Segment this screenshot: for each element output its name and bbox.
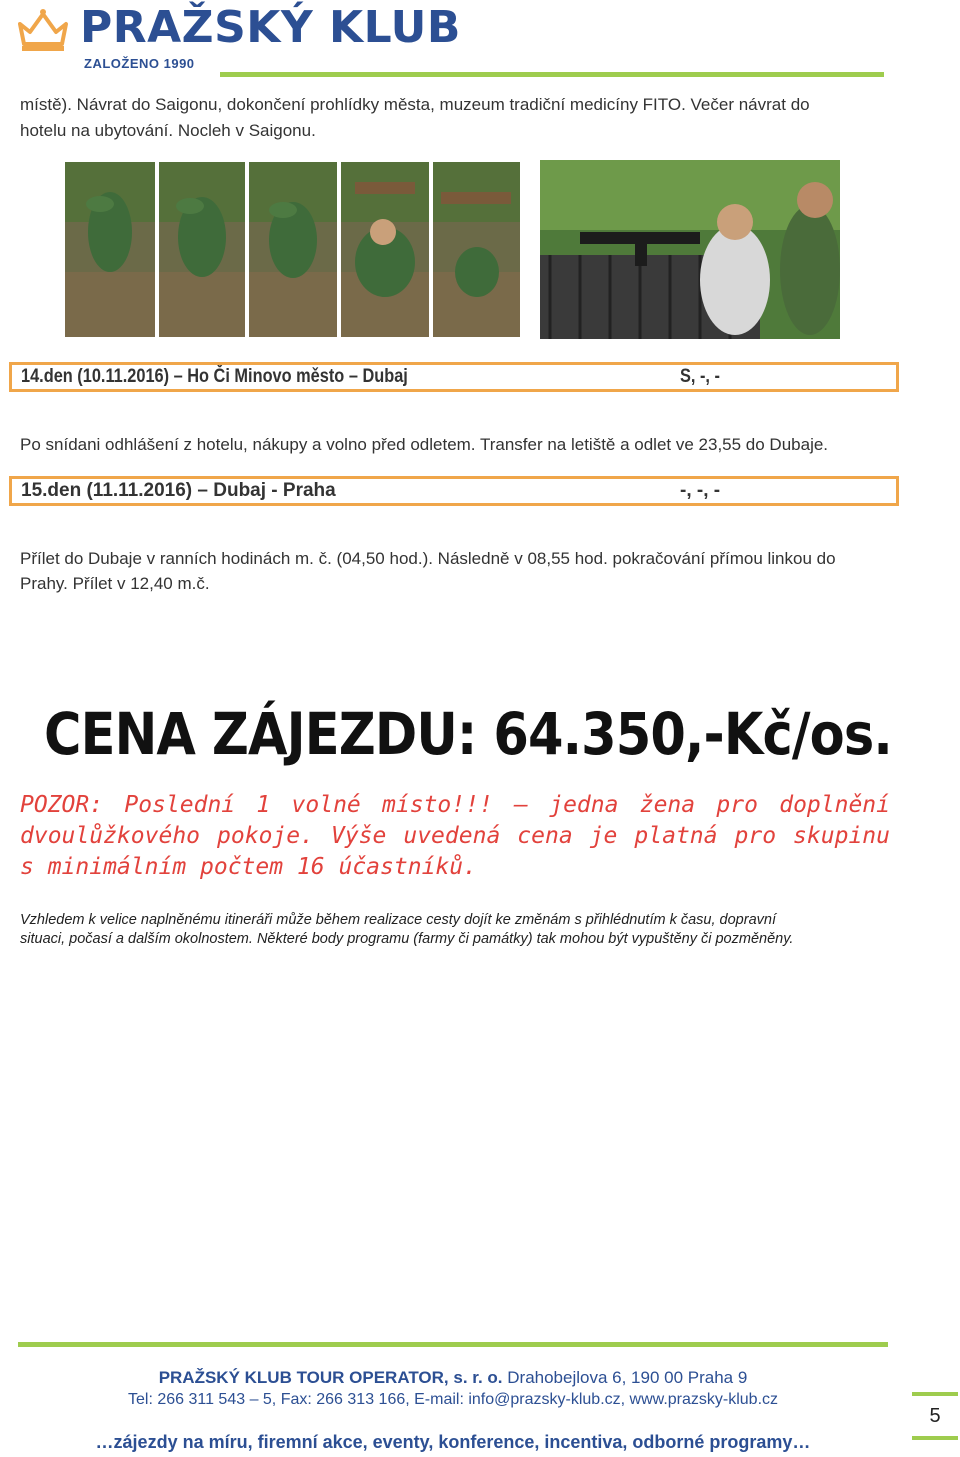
disclaimer-line-1: Vzhledem k velice naplněnému itineráři může během realizace cesty dojít ke změnám s přihlédnutím k času, dopravní: [20, 912, 776, 928]
day-meals: -, -, -: [680, 480, 721, 501]
day-14-description: Po snídani odhlášení z hotelu, nákupy a volno před odletem. Transfer na letiště a odlet ve 23,55 do Dubaje.: [20, 435, 829, 454]
footer-contact: Tel: 266 311 543 – 5, Fax: 266 313 166, E-mail: info@prazsky-klub.cz, www.prazsky-klub.cz: [127, 1391, 779, 1408]
footer-divider: [18, 1342, 888, 1347]
intro-line-2: hotelu na ubytování. Nocleh v Saigonu.: [20, 121, 316, 140]
day-title: 14.den (10.11.2016) – Ho Či Minovo město – Dubaj: [21, 366, 408, 387]
photo-cu-chi-tunnels: [65, 162, 520, 337]
footer-company: PRAŽSKÝ KLUB TOUR OPERATOR, s. r. o.: [158, 1368, 503, 1387]
footer-address: Drahobejlova 6, 190 00 Praha 9: [507, 1368, 748, 1387]
page-number: 5: [929, 1405, 941, 1427]
disclaimer-line-2: situaci, počasí a dalším okolnostem. Některé body programu (farmy či památky) tak mohou být vypuštěny či pozměněny.: [20, 931, 794, 947]
footer-company-line: [0, 1368, 906, 1388]
logo-crown-icon: [16, 6, 70, 54]
brand-name: PRAŽSKÝ KLUB: [80, 2, 461, 53]
tour-price: CENA ZÁJEZDU: 64.350,-Kč/os.: [44, 700, 892, 768]
footer-tagline: …zájezdy na míru, firemní akce, eventy, konference, incentiva, odborné programy…: [95, 1432, 811, 1452]
intro-line-1: místě). Návrat do Saigonu, dokončení prohlídky města, muzeum tradiční medicíny FITO. Večer návrat do: [20, 95, 810, 114]
availability-warning: POZOR: Poslední 1 volné místo!!! – jedna žena pro doplnění dvoulůžkového pokoje. Výše uvedená cena je platná pro skupinu s minimálním počtem 16 účastníků.: [20, 792, 890, 880]
page-number-box: [912, 1392, 958, 1440]
day-title: 15.den (11.11.2016) – Dubaj - Praha: [21, 480, 336, 501]
day-15-description-2: Prahy. Přílet v 12,40 m.č.: [20, 574, 210, 593]
photo-shooting-range: [540, 160, 840, 339]
brand-subtitle: ZALOŽENO 1990: [84, 56, 195, 71]
day-15-description-1: Přílet do Dubaje v ranních hodinách m. č. (04,50 hod.). Následně v 08,55 hod. pokračování přímou linkou do: [20, 549, 836, 568]
header-divider: [220, 72, 884, 77]
day-header-14: [9, 362, 899, 392]
day-meals: S, -, -: [680, 366, 720, 387]
day-header-15: [9, 476, 899, 506]
